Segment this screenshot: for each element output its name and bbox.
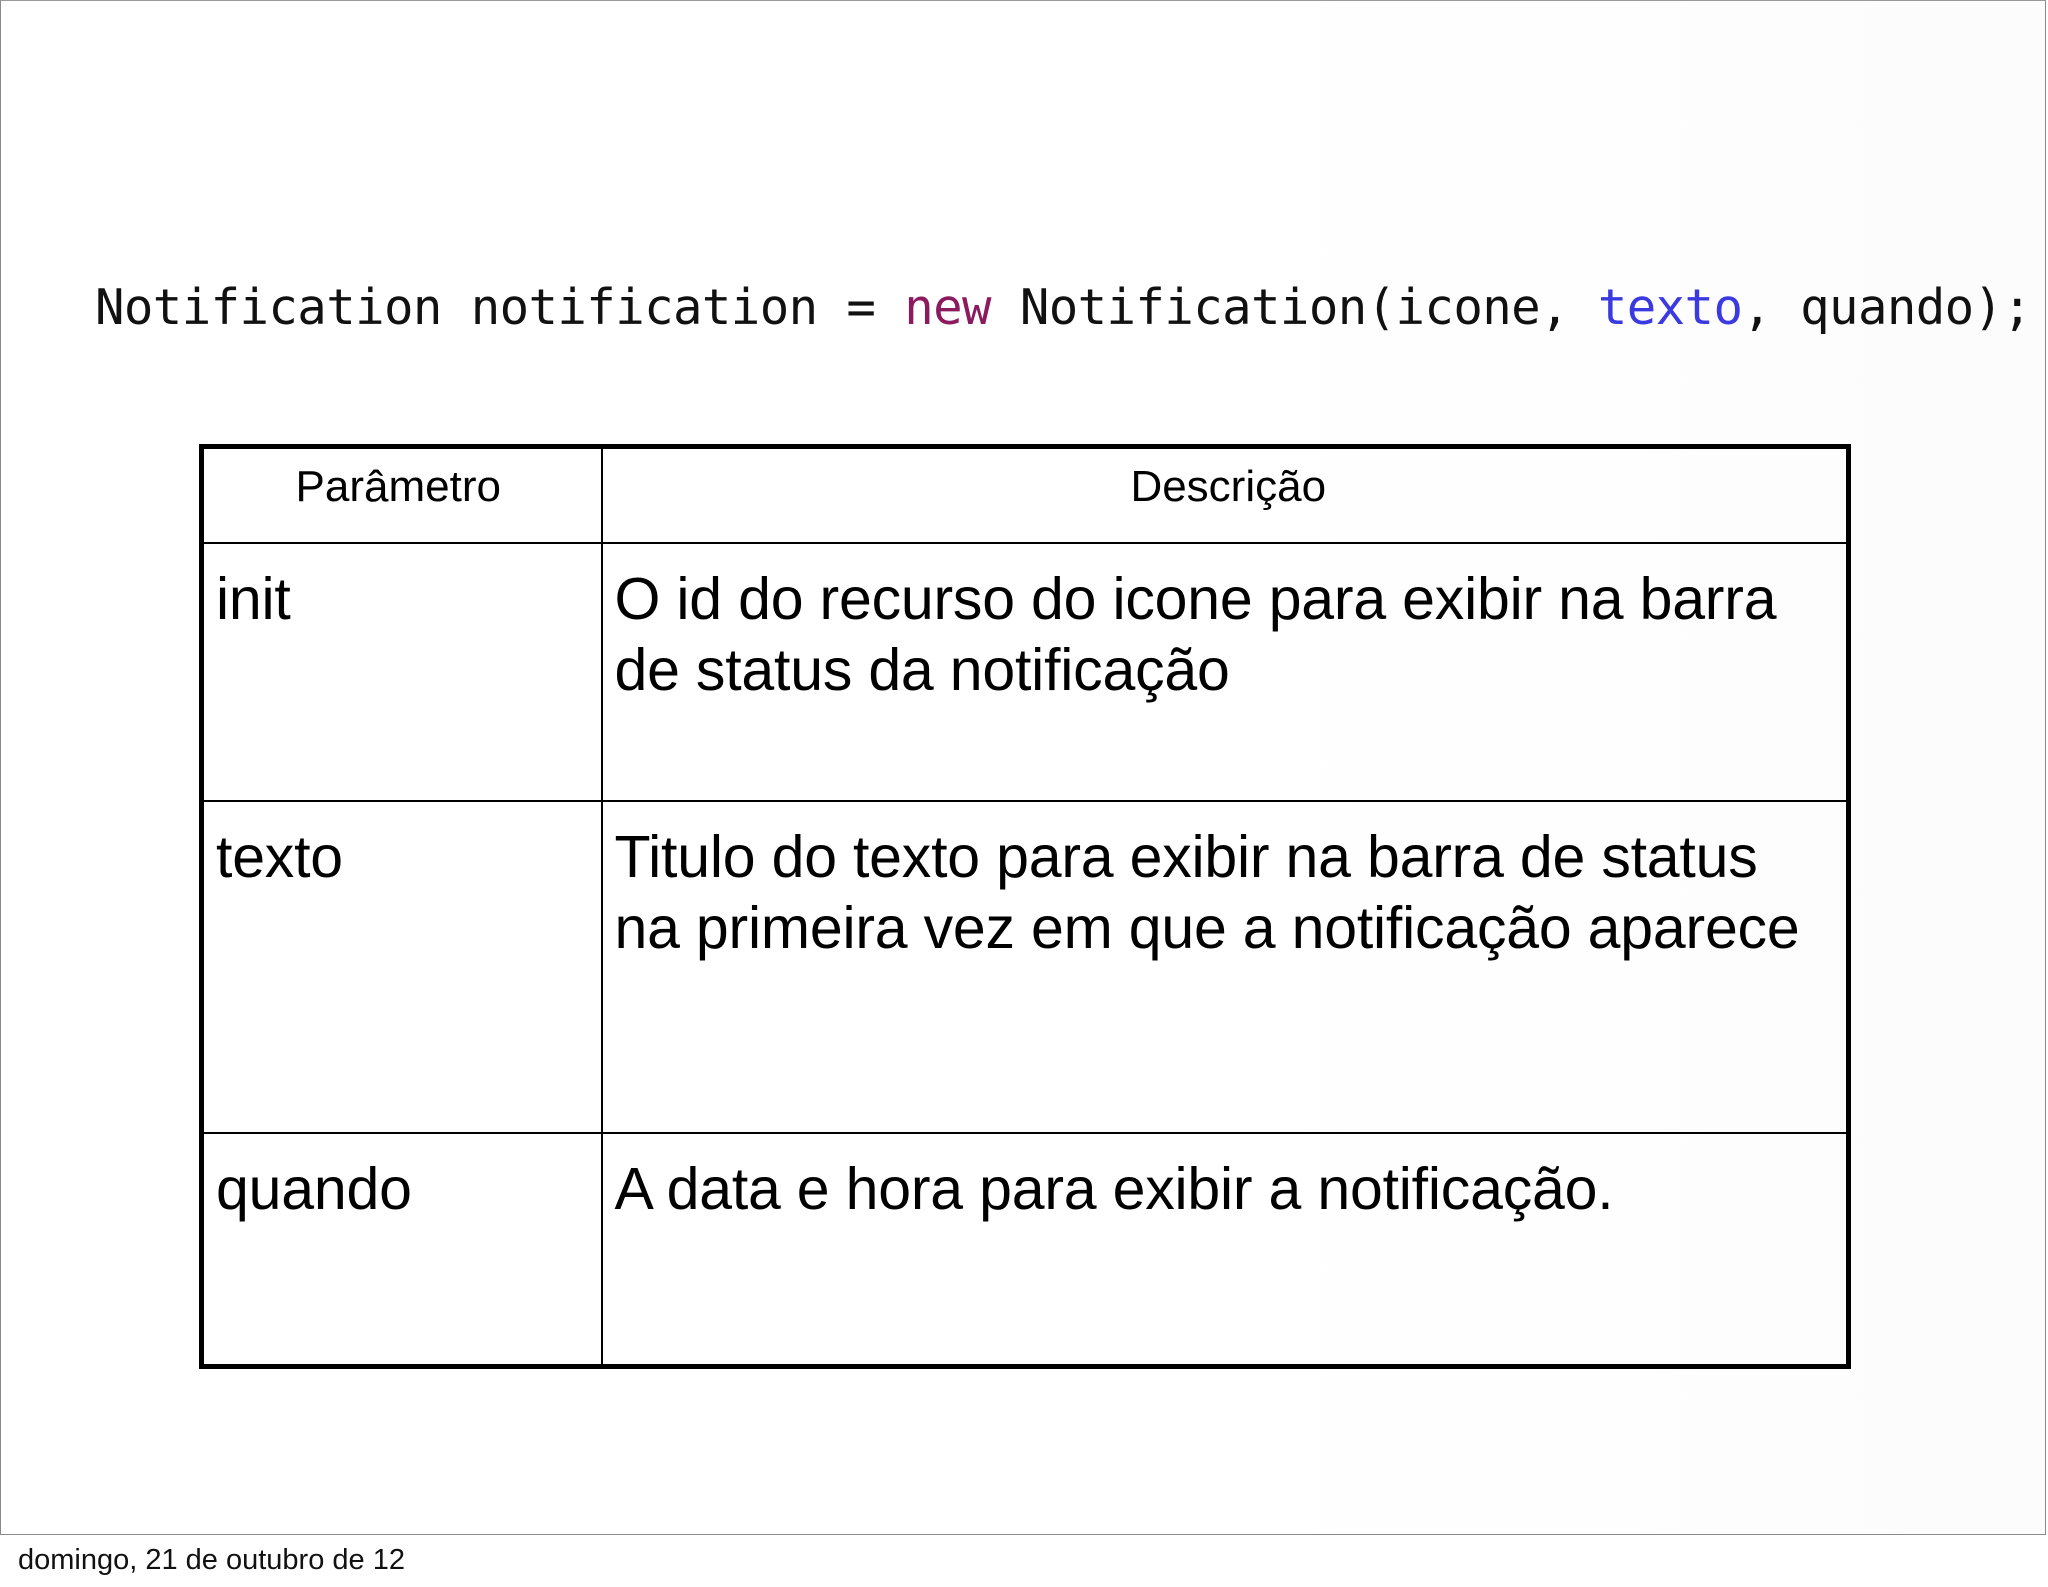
table-row bbox=[202, 543, 1849, 801]
table-header-row bbox=[202, 447, 1849, 544]
header-description: Descrição bbox=[602, 447, 1849, 544]
code-part-declaration: Notification notification = bbox=[95, 279, 905, 336]
parameter-cell bbox=[202, 543, 602, 801]
footer-date: domingo, 21 de outubro de 12 bbox=[18, 1544, 405, 1576]
code-part-constructor: Notification(icone, bbox=[990, 279, 1598, 336]
code-snippet bbox=[95, 273, 2031, 343]
parameters-table bbox=[199, 444, 1851, 1369]
code-keyword-new: new bbox=[904, 279, 991, 336]
code-param-texto: texto bbox=[1597, 279, 1743, 336]
description-cell bbox=[602, 801, 1849, 1133]
parameter-cell bbox=[202, 1133, 602, 1367]
table-row bbox=[202, 801, 1849, 1133]
parameter-description: A data e hora para exibir a notificação. bbox=[614, 1156, 1614, 1222]
parameter-description: Titulo do texto para exibir na barra de status na primeira vez em que a notificação aparece bbox=[614, 824, 1800, 961]
header-parameter: Parâmetro bbox=[202, 447, 602, 544]
code-part-end: , quando); bbox=[1742, 279, 2032, 336]
description-cell bbox=[602, 1133, 1849, 1367]
description-cell bbox=[602, 543, 1849, 801]
parameter-name: init bbox=[216, 566, 291, 632]
parameter-name: texto bbox=[216, 824, 343, 890]
parameter-name: quando bbox=[216, 1156, 412, 1222]
table-row bbox=[202, 1133, 1849, 1367]
parameter-cell bbox=[202, 801, 602, 1133]
parameter-description: O id do recurso do icone para exibir na barra de status da notificação bbox=[614, 566, 1777, 703]
